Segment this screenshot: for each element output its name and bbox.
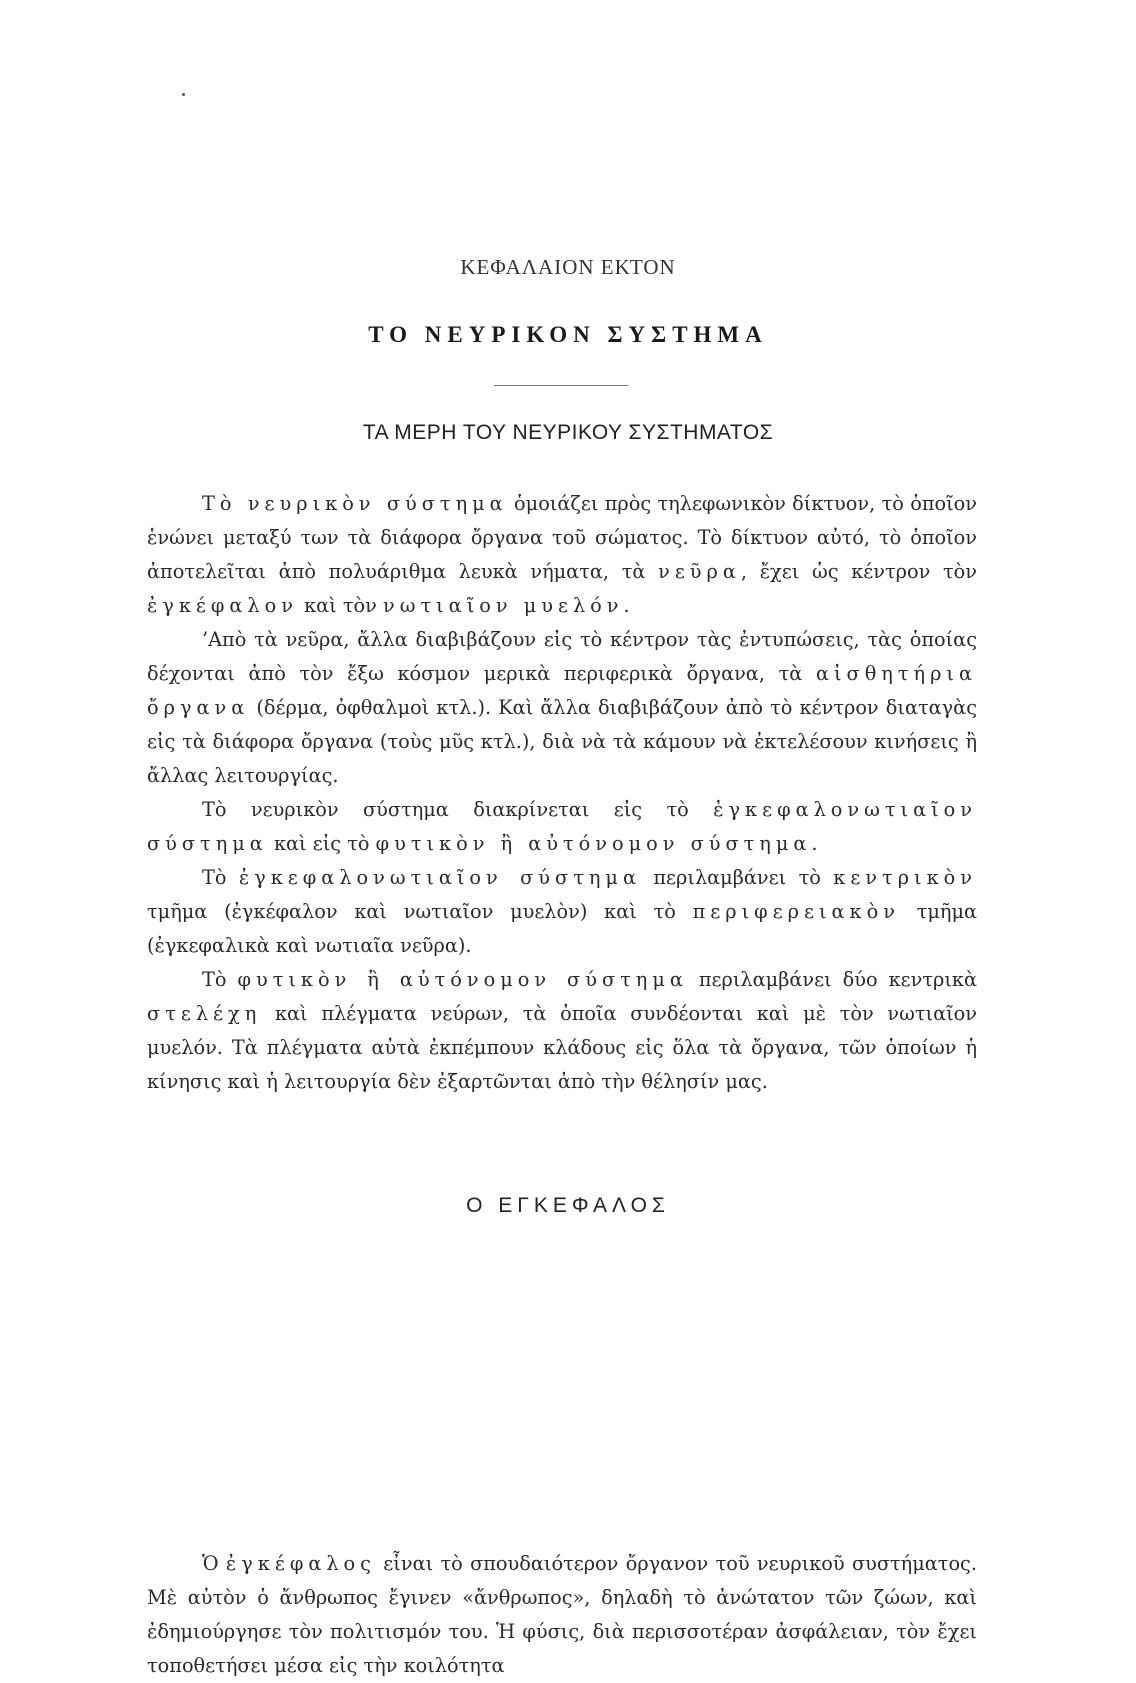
text-run: ὁμοιάζει πρὸς τηλεφωνικὸν δίκτυον, τὸ ὁποῖον ἑνώνει μεταξύ των τὰ διάφορα ὄργανα τοῦ σώματος. Τὸ δίκτυον αὐτό, τὸ ὁποῖον ἀποτελεῖται ἀπὸ πολυάριθμα λευκὰ νήματα, τὰ (147, 492, 977, 583)
text-run: περιλαμβάνει δύο κεντρικὰ (687, 968, 977, 991)
spaced-term: ἐγκέφαλον (147, 594, 298, 617)
chapter-number: ΚΕΦΑΛΑΙΟΝ ΕΚΤΟΝ (460, 255, 676, 279)
spaced-term: ἐγκεφαλονωτιαῖον σύστημα (147, 798, 977, 855)
text-run: Τὸ νευρικὸν σύστημα διακρίνεται εἰς τὸ (202, 798, 714, 821)
section-heading-parts: ΤΑ ΜΕΡΗ ΤΟΥ ΝΕΥΡΙΚΟΥ ΣΥΣΤΗΜΑΤΟΣ (362, 421, 774, 444)
section-heading-brain: Ο ΕΓΚΕΦΑΛΟΣ (466, 1194, 670, 1217)
text-run: , ἔχει ὡς κέντρον τὸν (740, 560, 977, 583)
spaced-term: ἐγκέφαλος (225, 1552, 376, 1575)
section-body-brain (147, 1547, 977, 1683)
spaced-term: φυτικὸν ἢ αὐτόνομον σύστημα (375, 832, 812, 855)
spaced-term: στελέχη (147, 1002, 262, 1025)
section-body-parts (147, 487, 977, 1099)
spaced-term: νεῦρα (658, 560, 741, 583)
paragraph (147, 963, 977, 1099)
text-run: τμῆμα (ἐγκέφαλον καὶ νωτιαῖον μυελὸν) καὶ τὸ (147, 900, 693, 923)
text-run: καὶ τὸν (297, 594, 383, 617)
text-run: τμῆμα (ἐγκεφαλικὰ καὶ νωτιαῖα νεῦρα). (147, 900, 978, 957)
spaced-term: φυτικὸν ἢ αὐτόνομον σύστημα (237, 968, 688, 991)
chapter-title: ΤΟ ΝΕΥΡΙΚΟΝ ΣΥΣΤΗΜΑ (368, 322, 768, 347)
paragraph (147, 793, 977, 861)
speck-mark (182, 93, 185, 96)
text-run: ’Απὸ τὰ νεῦρα, ἄλλα διαβιβάζουν εἰς τὸ κέντρον τὰς ἐντυπώσεις, τὰς ὁποίας δέχονται ἀπὸ τὸν ἔξω κόσμον μερικὰ περιφερικὰ ὄργανα, τὰ (147, 628, 977, 685)
paragraph (147, 487, 977, 623)
spaced-term: αἰσθητήρια ὄργανα (147, 662, 977, 719)
text-run: καὶ πλέγματα νεύρων, τὰ ὁποῖα συνδέονται καὶ μὲ τὸν νωτιαῖον μυελόν. Τὰ πλέγματα αὐτὰ ἐκπέμπουν κλάδους εἰς ὅλα τὰ ὄργανα, τῶν ὁποίων ἡ κίνησις καὶ ἡ λειτουργία δὲν ἐξαρτῶνται ἀπὸ τὴν θέλησίν μας. (147, 1002, 977, 1093)
spaced-term: περιφερειακὸν (692, 900, 900, 923)
paragraph (147, 623, 977, 793)
spaced-term: ἐγκεφαλονωτιαῖον σύστημα (238, 866, 641, 889)
text-run: (δέρμα, ὀφθαλμοὶ κτλ.). Καὶ ἄλλα διαβιβάζουν ἀπὸ τὸ κέντρον διαταγὰς εἰς τὰ διάφορα ὄργανα (τοὺς μῦς κτλ.), διὰ νὰ τὰ κάμουν νὰ ἐκτελέσουν κινήσεις ἢ ἄλλας λειτουργίας. (147, 696, 977, 787)
paragraph (147, 861, 977, 963)
title-divider (494, 385, 628, 386)
spaced-term: κεντρικὸν (833, 866, 977, 889)
text-run: . (811, 832, 818, 855)
text-run: εἶναι τὸ σπουδαιότερον ὄργανον τοῦ νευρικοῦ συστήματος. Μὲ αὐτὸν ὁ ἄνθρωπος ἔγινεν «ἄνθρωπος», δηλαδὴ τὸ ἀνώτατον τῶν ζώων, καὶ ἐδημιούργησε τὸν πολιτισμόν του. Ἡ φύσις, διὰ περισσοτέραν ἀσφάλειαν, τὸν ἔχει τοποθετήσει μέσα εἰς τὴν κοιλότητα (147, 1552, 977, 1677)
spaced-term: νωτιαῖον μυελόν (383, 594, 624, 617)
paragraph (147, 1547, 977, 1683)
spaced-term: Τὸ νευρικὸν σύστημα (202, 492, 508, 515)
text-run: Ὁ (202, 1552, 226, 1575)
text-run: Τὸ (202, 968, 238, 991)
text-run: καὶ εἰς τὸ (267, 832, 376, 855)
text-run: περιλαμβάνει τὸ (640, 866, 834, 889)
text-run: . (623, 594, 630, 617)
text-run: Τὸ (202, 866, 239, 889)
